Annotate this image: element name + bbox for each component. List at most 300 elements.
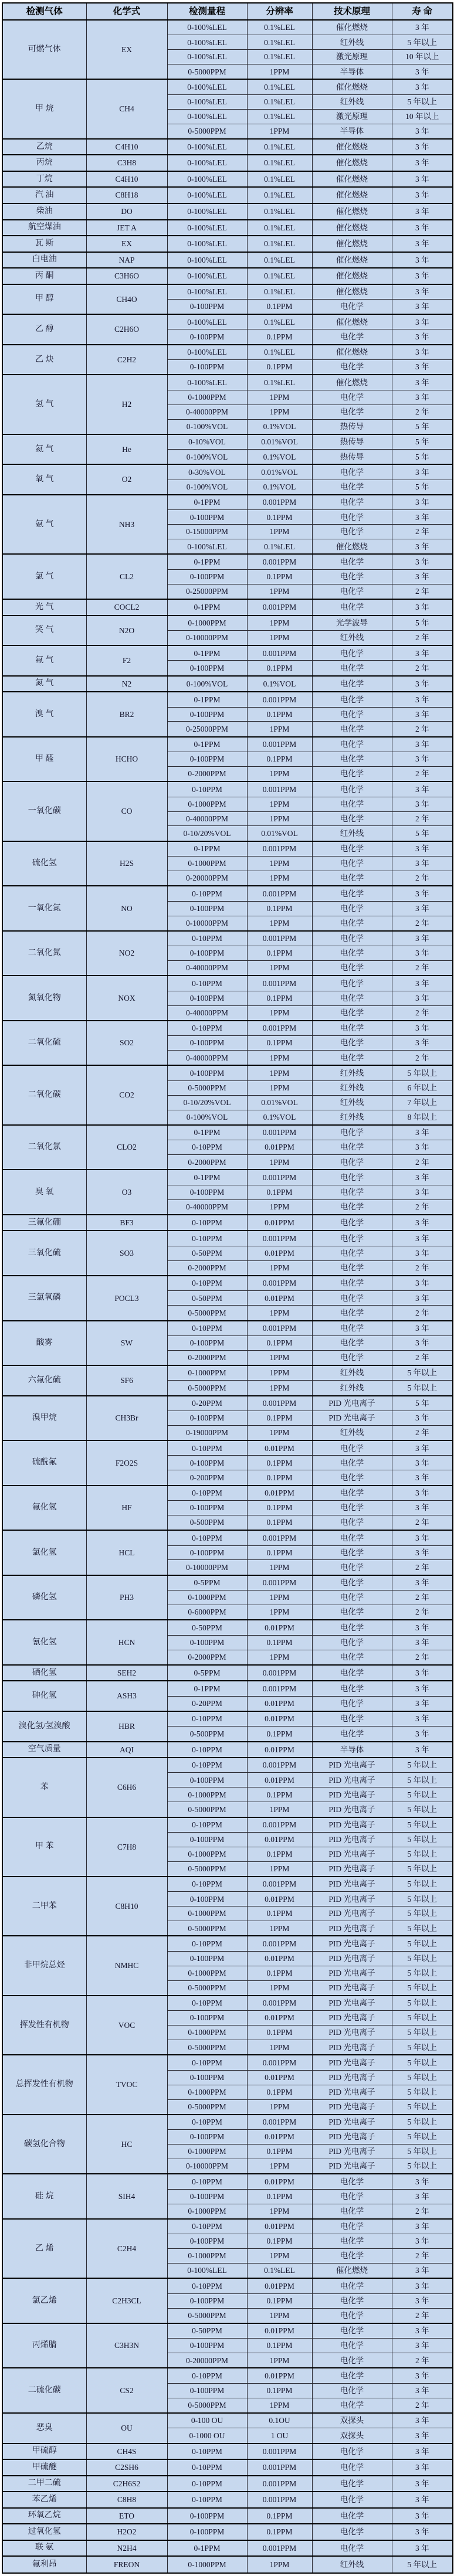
lifetime-cell: 2 年 [392, 405, 453, 419]
resolution-cell: 0.1PPM [247, 1906, 312, 1921]
principle-cell: PID 光电离子 [312, 2055, 392, 2070]
gas-name-cell: 乙 醇 [2, 314, 86, 345]
lifetime-cell: 10 年以上 [392, 50, 453, 64]
range-cell: 0-1000 OU [167, 2428, 247, 2444]
gas-name-cell: 氯乙烯 [2, 2278, 86, 2323]
principle-cell: 催化燃烧 [312, 284, 392, 300]
resolution-cell: 1PPM [247, 616, 312, 631]
resolution-cell: 0.001PPM [247, 2540, 312, 2557]
principle-cell: 电化学 [312, 299, 392, 314]
spec-row [2, 1877, 453, 1892]
principle-cell: PID 光电离子 [312, 1758, 392, 1773]
resolution-cell: 0.1PPM [247, 1185, 312, 1199]
principle-cell: 电化学 [312, 2323, 392, 2339]
range-cell: 0-1PPM [167, 1125, 247, 1140]
lifetime-cell: 3 年 [392, 2278, 453, 2293]
lifetime-cell: 5 年以上 [392, 1773, 453, 1787]
gas-name-cell: 丙 酮 [2, 268, 86, 284]
lifetime-cell: 2 年 [392, 1350, 453, 1365]
principle-cell: 电化学 [312, 2189, 392, 2204]
resolution-cell: 0.1PPM [247, 1470, 312, 1486]
principle-cell: PID 光电离子 [312, 1996, 392, 2011]
resolution-cell: 0.1%LEL [247, 2264, 312, 2279]
principle-cell: 电化学 [312, 2368, 392, 2383]
resolution-cell: 0.001PPM [247, 2444, 312, 2460]
lifetime-cell: 3 年 [392, 220, 453, 236]
principle-cell: 催化燃烧 [312, 79, 392, 94]
chemical-formula-cell: O2 [86, 464, 167, 495]
resolution-cell: 1PPM [247, 1260, 312, 1276]
range-cell: 0-50PPM [167, 1246, 247, 1260]
range-cell: 0-100PPM [167, 2339, 247, 2353]
resolution-cell: 1PPM [247, 64, 312, 80]
lifetime-cell: 2 年 [392, 1560, 453, 1575]
resolution-cell: 1PPM [247, 1425, 312, 1440]
lifetime-cell: 3 年 [392, 236, 453, 252]
range-cell: 0-10PPM [167, 1936, 247, 1951]
principle-cell: PID 光电离子 [312, 1411, 392, 1425]
chemical-formula-cell: C2H6S2 [86, 2476, 167, 2492]
resolution-cell: 0.1%LEL [247, 220, 312, 236]
principle-cell: 电化学 [312, 1650, 392, 1665]
resolution-cell: 0.001PPM [247, 1681, 312, 1696]
principle-cell: 电化学 [312, 1515, 392, 1530]
resolution-cell: 0.1%LEL [247, 139, 312, 155]
gas-name-cell: 氮 气 [2, 676, 86, 692]
principle-cell: 半导体 [312, 124, 392, 139]
range-cell: 0-10PPM [167, 2459, 247, 2476]
principle-cell: 电化学 [312, 2204, 392, 2219]
resolution-cell: 0.01PPM [247, 1892, 312, 1906]
resolution-cell: 0.001PPM [247, 599, 312, 616]
principle-cell: 红外线 [312, 94, 392, 109]
gas-name-cell: 甲硫醚 [2, 2459, 86, 2476]
range-cell: 0-100PPM [167, 946, 247, 961]
lifetime-cell: 2 年 [392, 916, 453, 931]
lifetime-cell: 3 年 [392, 1635, 453, 1650]
gas-name-cell: 丁烷 [2, 171, 86, 188]
gas-name-cell: 二氧化氮 [2, 931, 86, 976]
range-cell: 0-100%LEL [167, 94, 247, 109]
resolution-cell: 0.1PPM [247, 2145, 312, 2159]
principle-cell: 电化学 [312, 857, 392, 871]
range-cell: 0-100%LEL [167, 539, 247, 555]
principle-cell: PID 光电离子 [312, 1773, 392, 1787]
principle-cell: 电化学 [312, 1350, 392, 1365]
range-cell: 0-25000PPM [167, 722, 247, 737]
resolution-cell: 1PPM [247, 390, 312, 405]
spec-row [2, 2368, 453, 2383]
chemical-formula-cell: HF [86, 1486, 167, 1531]
resolution-cell: 0.1%LEL [247, 79, 312, 94]
range-cell: 0-10PPM [167, 2368, 247, 2383]
spec-row [2, 1665, 453, 1681]
lifetime-cell: 5 年以上 [392, 1381, 453, 1396]
range-cell: 0-100PPM [167, 510, 247, 525]
lifetime-cell: 5 年以上 [392, 1832, 453, 1847]
gas-name-cell: 氟 气 [2, 645, 86, 676]
gas-name-cell: 氟利昂 [2, 2556, 86, 2573]
range-cell: 0-40000PPM [167, 811, 247, 826]
gas-name-cell: 过氧化氢 [2, 2524, 86, 2540]
chemical-formula-cell: NH3 [86, 495, 167, 554]
range-cell: 0-10PPM [167, 2476, 247, 2492]
resolution-cell: 1PPM [247, 767, 312, 782]
chemical-formula-cell: VOC [86, 1996, 167, 2055]
principle-cell: 光学波导 [312, 616, 392, 631]
lifetime-cell: 3 年 [392, 1486, 453, 1501]
range-cell: 0-5PPM [167, 1575, 247, 1591]
range-cell: 0-10PPM [167, 1996, 247, 2011]
principle-cell: 电化学 [312, 569, 392, 584]
resolution-cell: 1PPM [247, 1350, 312, 1365]
chemical-formula-cell: SW [86, 1321, 167, 1366]
principle-cell: PID 光电离子 [312, 2115, 392, 2130]
principle-cell: 催化燃烧 [312, 345, 392, 360]
lifetime-cell: 3 年 [392, 2492, 453, 2508]
principle-cell: 红外线 [312, 826, 392, 841]
range-cell: 0-10PPM [167, 886, 247, 901]
principle-cell: 催化燃烧 [312, 314, 392, 329]
range-cell: 0-100%LEL [167, 284, 247, 300]
lifetime-cell: 2 年 [392, 2249, 453, 2264]
chemical-formula-cell: C2H4 [86, 2219, 167, 2278]
range-cell: 0-100PPM [167, 1456, 247, 1470]
range-cell: 0-1PPM [167, 1170, 247, 1185]
chemical-formula-cell: C4H10 [86, 139, 167, 155]
range-cell: 0-1PPM [167, 599, 247, 616]
spec-row [2, 434, 453, 450]
resolution-cell: 0.001PPM [247, 1170, 312, 1185]
gas-name-cell: 氟化氢 [2, 1486, 86, 1531]
principle-cell: PID 光电离子 [312, 1951, 392, 1966]
resolution-cell: 1PPM [247, 722, 312, 737]
resolution-cell: 0.1PPM [247, 2339, 312, 2353]
range-cell: 0-100%LEL [167, 220, 247, 236]
principle-cell: 电化学 [312, 752, 392, 767]
chemical-formula-cell: H2S [86, 841, 167, 886]
resolution-cell: 0.1%VOL [247, 480, 312, 495]
principle-cell: 电化学 [312, 811, 392, 826]
spec-row [2, 1231, 453, 1246]
lifetime-cell: 5 年以上 [392, 2159, 453, 2174]
resolution-cell: 0.1PPM [247, 2508, 312, 2524]
range-cell: 0-1000PPM [167, 390, 247, 405]
lifetime-cell: 5 年以上 [392, 1365, 453, 1381]
range-cell: 0-100PPM [167, 1951, 247, 1966]
resolution-cell: 1PPM [247, 1650, 312, 1665]
principle-cell: 电化学 [312, 1215, 392, 1231]
chemical-formula-cell: C8H10 [86, 1877, 167, 1936]
resolution-cell: 0.01PPM [247, 1773, 312, 1787]
resolution-cell: 1PPM [247, 584, 312, 599]
principle-cell: 电化学 [312, 901, 392, 916]
chemical-formula-cell: C3H3N [86, 2323, 167, 2368]
principle-cell: 电化学 [312, 2398, 392, 2413]
principle-cell: 电化学 [312, 1665, 392, 1681]
gas-name-cell: 苯乙烯 [2, 2492, 86, 2508]
spec-row [2, 2524, 453, 2540]
principle-cell: 催化燃烧 [312, 539, 392, 555]
resolution-cell: 0.1%LEL [247, 155, 312, 171]
gas-name-cell: 二氧化硫 [2, 1021, 86, 1066]
gas-name-cell: 甲硫醇 [2, 2444, 86, 2460]
principle-cell: PID 光电离子 [312, 1817, 392, 1833]
lifetime-cell: 3 年 [392, 1335, 453, 1350]
range-cell: 0-100%LEL [167, 345, 247, 360]
spec-row [2, 2459, 453, 2476]
principle-cell: 红外线 [312, 1095, 392, 1110]
chemical-formula-cell: HCN [86, 1620, 167, 1665]
resolution-cell: 0.001PPM [247, 1021, 312, 1036]
resolution-cell: 0.001PPM [247, 2476, 312, 2492]
range-cell: 0-10PPM [167, 1817, 247, 1833]
lifetime-cell: 3 年 [392, 1291, 453, 1306]
range-cell: 0-50PPM [167, 1620, 247, 1635]
resolution-cell: 0.1%LEL [247, 35, 312, 50]
resolution-cell: 0.001PPM [247, 1758, 312, 1773]
lifetime-cell: 3 年 [392, 797, 453, 811]
resolution-cell: 0.01PPM [247, 2011, 312, 2026]
lifetime-cell: 8 年以上 [392, 1110, 453, 1125]
chemical-formula-cell: SIH4 [86, 2174, 167, 2219]
lifetime-cell: 3 年 [392, 314, 453, 329]
resolution-cell: 0.1PPM [247, 661, 312, 676]
lifetime-cell: 3 年 [392, 2524, 453, 2540]
lifetime-cell: 3 年 [392, 1696, 453, 1711]
chemical-formula-cell: C2H3CL [86, 2278, 167, 2323]
gas-name-cell: 乙 烯 [2, 2219, 86, 2278]
resolution-cell: 0.001PPM [247, 1231, 312, 1246]
resolution-cell: 0.01%VOL [247, 1095, 312, 1110]
lifetime-cell: 5 年以上 [392, 1065, 453, 1080]
spec-row [2, 1321, 453, 1336]
lifetime-cell: 3 年 [392, 707, 453, 722]
chemical-formula-cell: NO [86, 886, 167, 931]
chemical-formula-cell: N2O [86, 616, 167, 646]
lifetime-cell: 3 年 [392, 931, 453, 946]
range-cell: 0-5000PPM [167, 1861, 247, 1877]
principle-cell: 电化学 [312, 2492, 392, 2508]
gas-name-cell: 三氯氧磷 [2, 1276, 86, 1321]
principle-cell: 电化学 [312, 405, 392, 419]
lifetime-cell: 3 年 [392, 1170, 453, 1185]
range-cell: 0-5000PPM [167, 64, 247, 80]
range-cell: 0-100%LEL [167, 314, 247, 329]
principle-cell: 催化燃烧 [312, 155, 392, 171]
principle-cell: PID 光电离子 [312, 2130, 392, 2145]
chemical-formula-cell: CH4O [86, 284, 167, 315]
spec-row [2, 1021, 453, 1036]
spec-row [2, 2115, 453, 2130]
resolution-cell: 1PPM [247, 1802, 312, 1817]
range-cell: 0-100PPM [167, 1335, 247, 1350]
range-cell: 0-1PPM [167, 495, 247, 510]
range-cell: 0-20000PPM [167, 2353, 247, 2368]
range-cell: 0-1PPM [167, 2540, 247, 2557]
principle-cell: 电化学 [312, 931, 392, 946]
resolution-cell: 0.1PPM [247, 2234, 312, 2249]
range-cell: 0-100PPM [167, 2524, 247, 2540]
lifetime-cell: 2 年 [392, 1260, 453, 1276]
principle-cell: 红外线 [312, 1425, 392, 1440]
principle-cell: PID 光电离子 [312, 1936, 392, 1951]
principle-cell: PID 光电离子 [312, 1877, 392, 1892]
range-cell: 0-20000PPM [167, 871, 247, 886]
gas-name-cell: 二甲二硫 [2, 2476, 86, 2492]
range-cell: 0-10PPM [167, 2444, 247, 2460]
resolution-cell: 1PPM [247, 2308, 312, 2323]
gas-name-cell: 笑 气 [2, 616, 86, 646]
lifetime-cell: 2 年 [392, 767, 453, 782]
resolution-cell: 0.1%LEL [247, 171, 312, 188]
gas-name-cell: 恶臭 [2, 2413, 86, 2444]
spec-row [2, 1276, 453, 1291]
spec-row [2, 268, 453, 284]
lifetime-cell: 5 年以上 [392, 1980, 453, 1996]
spec-row [2, 314, 453, 329]
chemical-formula-cell: CO [86, 781, 167, 841]
gas-sensor-spec-table [2, 2, 453, 2574]
resolution-cell: 0.001PPM [247, 1396, 312, 1411]
resolution-cell: 0.1PPM [247, 1515, 312, 1530]
range-cell: 0-30%VOL [167, 464, 247, 480]
chemical-formula-cell: ASH3 [86, 1681, 167, 1711]
resolution-cell: 0.01%VOL [247, 464, 312, 480]
lifetime-cell: 5 年以上 [392, 2040, 453, 2055]
resolution-cell: 0.1PPM [247, 1727, 312, 1742]
spec-row [2, 2540, 453, 2557]
lifetime-cell: 3 年 [392, 2428, 453, 2444]
spec-row [2, 1215, 453, 1231]
lifetime-cell: 5 年 [392, 434, 453, 450]
range-cell: 0-100%LEL [167, 2264, 247, 2279]
resolution-cell: 0.1PPM [247, 707, 312, 722]
resolution-cell: 1PPM [247, 1605, 312, 1620]
resolution-cell: 0.01PPM [247, 1832, 312, 1847]
lifetime-cell: 5 年以上 [392, 1787, 453, 1802]
resolution-cell: 0.001PPM [247, 1665, 312, 1681]
resolution-cell: 0.1PPM [247, 1635, 312, 1650]
resolution-cell: 0.1%LEL [247, 203, 312, 220]
range-cell: 0-10PPM [167, 1321, 247, 1336]
spec-row [2, 1486, 453, 1501]
chemical-formula-cell: SEH2 [86, 1665, 167, 1681]
lifetime-cell: 3 年 [392, 539, 453, 555]
range-cell: 0-100PPM [167, 2383, 247, 2398]
gas-name-cell: 非甲烷总烃 [2, 1936, 86, 1995]
range-cell: 0-5000PPM [167, 2308, 247, 2323]
chemical-formula-cell: C2H2 [86, 345, 167, 375]
spec-row [2, 187, 453, 203]
range-cell: 0-100PPM [167, 1501, 247, 1515]
chemical-formula-cell: HCHO [86, 737, 167, 782]
principle-cell: 催化燃烧 [312, 2264, 392, 2279]
principle-cell: 电化学 [312, 991, 392, 1005]
lifetime-cell: 3 年 [392, 2540, 453, 2557]
principle-cell: 电化学 [312, 1530, 392, 1545]
spec-row [2, 886, 453, 901]
lifetime-cell: 2 年 [392, 1591, 453, 1605]
range-cell: 0-1000PPM [167, 1591, 247, 1605]
range-cell: 0-1000PPM [167, 2204, 247, 2219]
lifetime-cell: 3 年 [392, 1711, 453, 1727]
principle-cell: 催化燃烧 [312, 203, 392, 220]
resolution-cell: 0.01PPM [247, 1696, 312, 1711]
lifetime-cell: 2 年 [392, 1051, 453, 1066]
range-cell: 0-5000PPM [167, 1921, 247, 1936]
lifetime-cell: 5 年以上 [392, 1936, 453, 1951]
range-cell: 0-1000PPM [167, 2249, 247, 2264]
resolution-cell: 0.1PPM [247, 2085, 312, 2099]
principle-cell: 电化学 [312, 1470, 392, 1486]
principle-cell: 电化学 [312, 329, 392, 345]
principle-cell: 催化燃烧 [312, 375, 392, 390]
lifetime-cell: 3 年 [392, 155, 453, 171]
resolution-cell: 0.1%LEL [247, 94, 312, 109]
range-cell: 0-100%LEL [167, 35, 247, 50]
chemical-formula-cell: NOX [86, 976, 167, 1021]
resolution-cell: 1PPM [247, 857, 312, 871]
range-cell: 0-5000PPM [167, 124, 247, 139]
spec-row [2, 976, 453, 991]
principle-cell: 电化学 [312, 2339, 392, 2353]
range-cell: 0-1000PPM [167, 1847, 247, 1861]
gas-name-cell: 一氧化氮 [2, 886, 86, 931]
chemical-formula-cell: SO3 [86, 1231, 167, 1276]
principle-cell: 红外线 [312, 1065, 392, 1080]
principle-cell: PID 光电离子 [312, 1906, 392, 1921]
resolution-cell: 0.01PPM [247, 2219, 312, 2234]
resolution-cell: 0.001PPM [247, 1530, 312, 1545]
chemical-formula-cell: EX [86, 20, 167, 79]
range-cell: 0-100%LEL [167, 252, 247, 269]
spec-row [2, 781, 453, 797]
principle-cell: 电化学 [312, 1620, 392, 1635]
range-cell: 0-1000PPM [167, 2026, 247, 2040]
range-cell: 0-40000PPM [167, 1051, 247, 1066]
range-cell: 0-1PPM [167, 554, 247, 569]
spec-row [2, 155, 453, 171]
lifetime-cell: 3 年 [392, 2219, 453, 2234]
resolution-cell: 0.1PPM [247, 946, 312, 961]
resolution-cell: 1PPM [247, 797, 312, 811]
range-cell: 0-100%LEL [167, 20, 247, 35]
resolution-cell: 1PPM [247, 961, 312, 976]
gas-name-cell: 二氧化氯 [2, 1125, 86, 1170]
spec-row [2, 2413, 453, 2428]
resolution-cell: 0.1%VOL [247, 419, 312, 434]
spec-row [2, 1396, 453, 1411]
principle-cell: 电化学 [312, 1036, 392, 1051]
chemical-formula-cell: JET A [86, 220, 167, 236]
chemical-formula-cell: F2 [86, 645, 167, 676]
range-cell: 0-100PPM [167, 1892, 247, 1906]
principle-cell: 电化学 [312, 1170, 392, 1185]
range-cell: 0-10PPM [167, 2115, 247, 2130]
range-cell: 0-15000PPM [167, 525, 247, 539]
chemical-formula-cell: F2O2S [86, 1440, 167, 1486]
range-cell: 0-100%VOL [167, 676, 247, 692]
principle-cell: 催化燃烧 [312, 236, 392, 252]
principle-cell: 半导体 [312, 1742, 392, 1758]
lifetime-cell: 3 年 [392, 1185, 453, 1199]
principle-cell: 热传导 [312, 450, 392, 465]
gas-name-cell: 苯 [2, 1758, 86, 1817]
lifetime-cell: 5 年以上 [392, 2130, 453, 2145]
resolution-cell: 0.001PPM [247, 2055, 312, 2070]
gas-name-cell: 二硫化碳 [2, 2368, 86, 2413]
